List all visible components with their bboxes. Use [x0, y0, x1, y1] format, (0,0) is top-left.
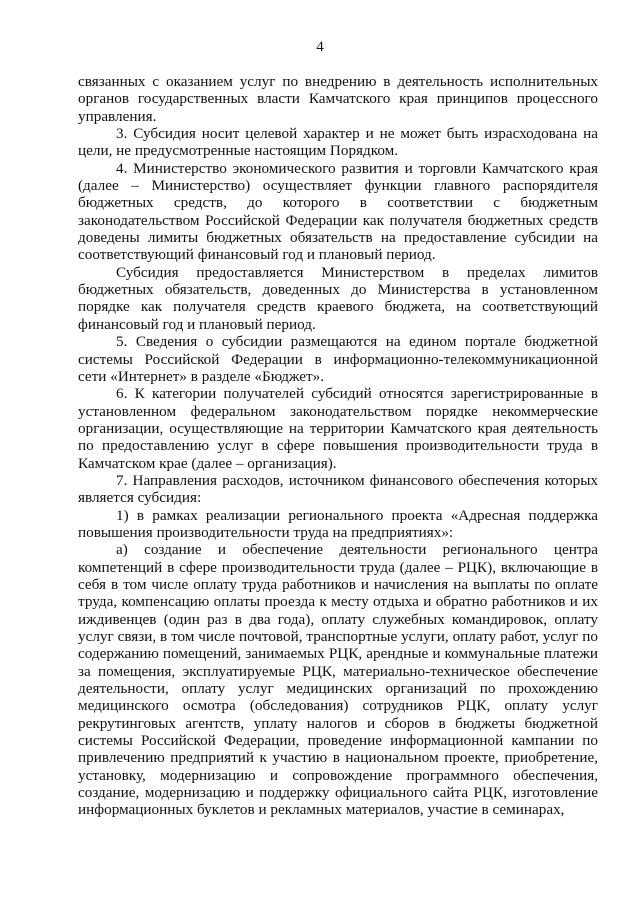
paragraph-continuation: связанных с оказанием услуг по внедрению в деятельность исполнительных органов государственных власти Камчатского края принципов процессного управления. — [78, 73, 598, 125]
paragraph-clause-7: 7. Направления расходов, источником финансового обеспечения которых является субсидия: — [78, 471, 598, 507]
paragraph-clause-4: 4. Министерство экономического развития и торговли Камчатского края (далее – Министерство) осуществляет функции главного распорядителя бюджетных средств, до которого в соответствии с бюджетным законодательством Российской Федерации как получателя бюджетных средств доведены лимиты бюджетных обязательств на предоставление субсидии на соответствующий финансовый год и плановый период. — [78, 159, 598, 264]
paragraph-subclause-a: а) создание и обеспечение деятельности регионального центра компетенций в сфере производительности труда (далее – РЦК), включающие в себя в том числе оплату труда работников и начисления на выплаты по оплате труда, компенсацию оплаты проезда к месту отдыха и обратно работников и их иждивенцев (один раз в два года), оплату служебных командировок, оплату услуг связи, в том числе почтовой, транспортные услуги, оплату работ, услуг по содержанию помещений, занимаемых РЦК, арендные и коммунальные платежи за помещения, эксплуатируемые РЦК, материально-техническое обеспечение деятельности, оплату услуг медицинских организаций по прохождению медицинского осмотра (обследования) сотрудников РЦК, оплату услуг рекрутинговых агентств, уплату налогов и сборов в бюджеты бюджетной системы Российской Федерации, проведение информационной кампании по привлечению предприятий к участию в национальном проекте, приобретение, установку, модернизацию и сопровождение программного обеспечения, создание, модернизацию и поддержку официального сайта РЦК, изготовление информационных буклетов и рекламных материалов, участие в семинарах, — [78, 541, 598, 819]
paragraph-clause-3: 3. Субсидия носит целевой характер и не может быть израсходована на цели, не предусмотренные настоящим Порядком. — [78, 125, 598, 160]
paragraph-clause-6: 6. К категории получателей субсидий относятся зарегистрированные в установленном федеральном законодательством порядке некоммерческие организации, осуществляющие на территории Камчатского края деятельность по предоставлению услуг в сфере повышения производительности труда в Камчатском крае (далее – организация). — [78, 385, 598, 472]
paragraph-subclause-1: 1) в рамках реализации регионального проекта «Адресная поддержка повышения производительности труда на предприятиях»: — [78, 506, 598, 541]
paragraph-clause-5: 5. Сведения о субсидии размещаются на едином портале бюджетной системы Российской Федерации в информационно-телекоммуникационной сети «Интернет» в разделе «Бюджет». — [78, 333, 598, 385]
paragraph-subsidy-limits: Субсидия предоставляется Министерством в пределах лимитов бюджетных обязательств, доведенных до Министерства в установленном порядке как получателя средств краевого бюджета, на соответствующий финансовый год и плановый период. — [78, 263, 598, 333]
document-body — [78, 73, 598, 819]
page-number: 4 — [316, 39, 324, 55]
